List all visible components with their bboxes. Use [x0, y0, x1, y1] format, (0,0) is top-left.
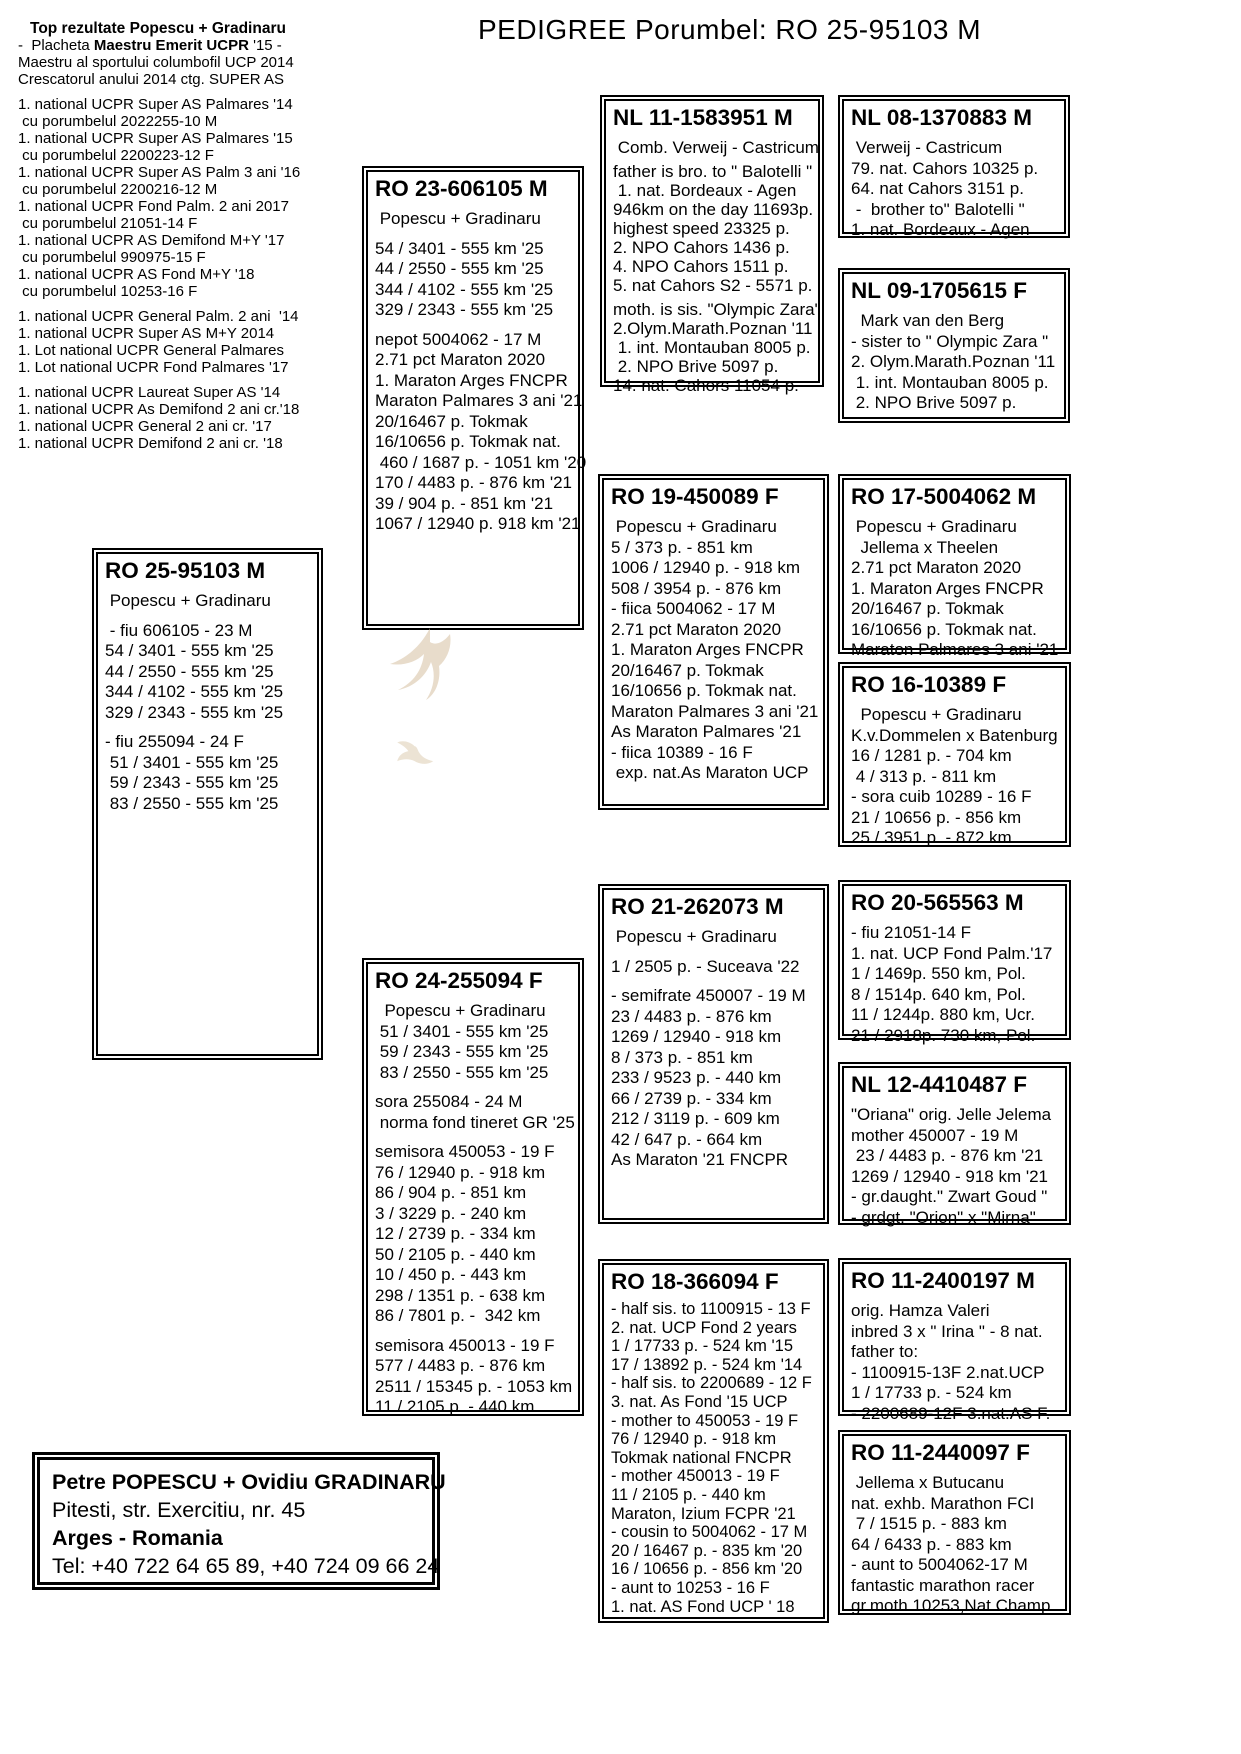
text-line: 1. national UCPR As Demifond 2 ani cr.'18: [18, 401, 300, 418]
pedigree-box-ro-16-10389-f: [838, 662, 1071, 847]
pedigree-box-ro-11-2440097-f: [838, 1430, 1071, 1615]
text-line: 1. Lot national UCPR General Palmares: [18, 342, 284, 359]
text-line: 1. national UCPR AS Fond M+Y '18: [18, 266, 255, 283]
text-line: - fiu 255094 - 24 F: [105, 732, 244, 751]
box-body: [368, 202, 587, 535]
text-line: - aunt to 5004062-17 M: [851, 1555, 1028, 1574]
text-line: 233 / 9523 p. - 440 km: [611, 1068, 782, 1087]
text-line: Popescu + Gradinaru: [611, 517, 777, 536]
text-line: 79. nat. Cahors 10325 p.: [851, 158, 1039, 178]
flying-dove-icon: [390, 628, 451, 700]
text-line: 1. national UCPR AS Demifond M+Y '17: [18, 232, 285, 249]
text-line: 7 / 1515 p. - 883 km: [851, 1514, 1007, 1533]
text-line: 1. national UCPR Fond Palm. 2 ani 2017: [18, 198, 289, 215]
box-body: [604, 920, 823, 1171]
text-line: - gr.daught." Zwart Goud ": [851, 1187, 1048, 1206]
text-line: nat. exhb. Marathon FCI: [851, 1493, 1035, 1513]
text-line: - fiica 5004062 - 17 M: [611, 599, 776, 618]
text-line: 83 / 2550 - 555 km '25: [105, 793, 279, 813]
breeder-contact-box: [32, 1452, 446, 1590]
text-line: fantastic marathon racer: [851, 1575, 1035, 1595]
text-line: - sora cuib 10289 - 16 F: [851, 787, 1032, 806]
text-line: Verweij - Castricum: [851, 138, 1003, 157]
text-line: 23 / 4483 p. - 876 km: [611, 1006, 772, 1026]
text-line: 2. Olym.Marath.Poznan '11: [851, 352, 1056, 371]
text-line: 16/10656 p. Tokmak nat.: [375, 432, 561, 451]
text-line: 21 / 10656 p. - 856 km: [851, 807, 1022, 827]
results-panel: [18, 20, 348, 452]
box-title: RO 23-606105 M: [375, 176, 548, 201]
text-line: 20 / 16467 p. - 835 km '20: [611, 1541, 803, 1560]
text-line: cu porumbelul 2200216-12 M: [18, 181, 218, 198]
text-line: 25 / 3951 p. - 872 km: [851, 828, 1012, 847]
text-line: highest speed 23325 p.: [613, 219, 790, 238]
text-line: 2.71 pct Maraton 2020: [851, 558, 1022, 577]
text-line: 44 / 2550 - 555 km '25: [375, 259, 544, 278]
text-line: As Maraton '21 FNCPR: [611, 1150, 789, 1169]
text-line: - mother 450013 - 19 F: [611, 1467, 780, 1486]
text-line: 298 / 1351 p. - 638 km: [375, 1285, 546, 1305]
text-line: [611, 977, 819, 986]
box-title: RO 21-262073 M: [611, 894, 784, 919]
text-line: 20/16467 p. Tokmak: [851, 599, 1004, 618]
text-line: Jellema x Theelen: [851, 537, 999, 557]
text-line: Popescu + Gradinaru: [851, 517, 1017, 536]
text-line: - aunt to 10253 - 16 F: [611, 1578, 770, 1597]
pedigree-box-ro-23-606105-m: [362, 166, 587, 630]
text-line: 329 / 2343 - 555 km '25: [375, 300, 554, 319]
text-line: 20/16467 p. Tokmak: [375, 411, 528, 431]
text-line: 11 / 2105 p. - 440 km: [611, 1485, 766, 1504]
text-line: 12 / 2739 p. - 334 km: [375, 1224, 536, 1243]
text-line: [18, 376, 348, 384]
text-line: 83 / 2550 - 555 km '25: [375, 1062, 549, 1082]
text-line: 5 / 373 p. - 851 km: [611, 537, 753, 557]
box-body: [368, 994, 578, 1418]
results-line3: Maestru al sportului columbofil UCP 2014: [18, 54, 294, 71]
pedigree-box-nl-09-1705615-f: [838, 268, 1070, 423]
box-body: [98, 584, 317, 814]
text-line: 54 / 3401 - 555 km '25: [375, 238, 544, 258]
text-line: 1. nat. Bordeaux - Agen: [613, 181, 797, 200]
results-subheading: [18, 37, 348, 54]
box-title: RO 18-366094 F: [611, 1269, 779, 1294]
text-line: - sister to " Olympic Zara ": [851, 331, 1049, 351]
box-body: [606, 131, 821, 395]
results-heading: Top rezultate Popescu + Gradinaru: [30, 20, 286, 37]
pedigree-box-nl-11-1583951-m: [600, 95, 824, 395]
page-title: PEDIGREE Porumbel: RO 25-95103 M: [478, 14, 982, 45]
text-line: - brother to" Balotelli ": [851, 199, 1025, 219]
text-line: Popescu + Gradinaru: [105, 591, 271, 610]
text-line: 76 / 12940 p. - 918 km: [611, 1430, 777, 1449]
text-line: 16/10656 p. Tokmak nat.: [851, 619, 1037, 639]
text-line: [375, 1133, 574, 1142]
text-line: "Oriana" orig. Jelle Jelema: [851, 1105, 1052, 1124]
text-line: - fiu 606105 - 23 M: [105, 620, 253, 640]
text-line: 51 / 3401 - 555 km '25: [105, 752, 279, 772]
text-line: 44 / 2550 - 555 km '25: [105, 661, 274, 681]
text-line: - fiu 21051-14 F: [851, 923, 972, 942]
text-line: 2. NPO Cahors 1436 p.: [613, 238, 790, 257]
box-title: RO 25-95103 M: [105, 558, 266, 583]
text-line: 1. national UCPR General 2 ani cr. '17: [18, 418, 272, 435]
text-line: orig. Hamza Valeri: [851, 1301, 990, 1320]
text-line: cu porumbelul 990975-15 F: [18, 249, 206, 266]
breeder-name: Petre POPESCU + Ovidiu GRADINARU: [52, 1470, 446, 1494]
pedigree-box-ro-21-262073-m: [598, 884, 829, 1224]
text-line: 1. Lot national UCPR Fond Palmares '17: [18, 359, 289, 376]
box-body: [844, 1466, 1065, 1617]
text-line: 23 / 4483 p. - 876 km '21: [851, 1146, 1044, 1165]
text-line: 1. Maraton Arges FNCPR: [611, 640, 804, 659]
text-line: 1006 / 12940 p. - 918 km: [611, 558, 801, 577]
box-body: [844, 510, 1065, 661]
text-line: 17 / 13892 p. - 524 km '14: [611, 1355, 803, 1374]
text-line: cu porumbelul 21051-14 F: [18, 215, 198, 232]
breeder-phone: Tel: +40 722 64 65 89, +40 724 09 66 24: [52, 1554, 440, 1578]
text-line: 3. nat. As Fond '15 UCP: [611, 1392, 788, 1411]
text-line: 2. NPO Brive 5097 p.: [851, 393, 1017, 412]
text-line: 66 / 2739 p. - 334 km: [611, 1088, 772, 1108]
box-body: [844, 131, 1064, 241]
breeder-address: Pitesti, str. Exercitiu, nr. 45: [52, 1498, 306, 1522]
breeder-region: Arges - Romania: [52, 1526, 223, 1550]
text-line: - mother to 450053 - 19 F: [611, 1411, 799, 1430]
text-line: 11 / 1244p. 880 km, Ucr.: [851, 1005, 1035, 1024]
box-body: [604, 1295, 823, 1616]
text-line: norma fond tineret GR '25: [375, 1112, 575, 1132]
box-title: RO 24-255094 F: [375, 968, 543, 993]
text-line: 946km on the day 11693p.: [613, 200, 814, 219]
box-title: NL 08-1370883 M: [851, 105, 1032, 130]
text-line: - half sis. to 1100915 - 13 F: [611, 1300, 811, 1318]
pedigree-box-ro-19-450089-f: [598, 474, 829, 810]
text-line: [105, 723, 313, 732]
pedigree-box-nl-08-1370883-m: [838, 95, 1070, 238]
box-title: NL 11-1583951 M: [613, 105, 793, 130]
text-line: [18, 300, 348, 308]
text-line: 460 / 1687 p. - 1051 km '20: [375, 452, 587, 472]
text-line: 1269 / 12940 - 918 km: [611, 1027, 782, 1046]
box-body: [844, 698, 1065, 849]
text-line: Maraton Palmares 3 ani '21: [851, 640, 1059, 659]
results-subheading-pre: - Placheta: [18, 37, 94, 54]
text-line: 8 / 1514p. 640 km, Pol.: [851, 984, 1026, 1004]
text-line: 16/10656 p. Tokmak nat.: [611, 681, 797, 700]
pedigree-box-ro-25-95103-m: [92, 548, 323, 1060]
text-line: - semifrate 450007 - 19 M: [611, 986, 806, 1005]
text-line: 16 / 10656 p. - 856 km '20: [611, 1560, 803, 1579]
text-line: - half sis. to 2200689 - 12 F: [611, 1374, 812, 1393]
text-line: [375, 230, 574, 239]
text-line: 21 / 2918p. 730 km, Pol.: [851, 1025, 1036, 1045]
results-list: [18, 96, 348, 452]
text-line: K.v.Dommelen x Batenburg: [851, 725, 1058, 745]
text-line: 86 / 904 p. - 851 km: [375, 1183, 527, 1202]
box-title: NL 12-4410487 F: [851, 1072, 1027, 1097]
box-body: [844, 1294, 1065, 1424]
text-line: semisora 450013 - 19 F: [375, 1335, 555, 1355]
box-body: [604, 510, 823, 784]
text-line: 20/16467 p. Tokmak: [611, 660, 764, 680]
text-line: 1269 / 12940 - 918 km '21: [851, 1166, 1048, 1186]
text-line: 14. nat. Cahors 11054 p.: [613, 376, 799, 395]
text-line: Mark van den Berg: [851, 311, 1005, 330]
text-line: As Maraton Palmares '21: [611, 722, 802, 741]
text-line: 51 / 3401 - 555 km '25: [375, 1021, 549, 1041]
text-line: cu porumbelul 2200223-12 F: [18, 147, 214, 164]
box-title: RO 11-2400197 M: [851, 1268, 1035, 1293]
text-line: [611, 948, 819, 957]
text-line: 1. national UCPR Demifond 2 ani cr. '18: [18, 435, 283, 452]
text-line: 54 / 3401 - 555 km '25: [105, 641, 274, 660]
text-line: 50 / 2105 p. - 440 km: [375, 1244, 536, 1264]
text-line: 2511 / 15345 p. - 1053 km: [375, 1376, 573, 1396]
text-line: 64 / 6433 p. - 883 km: [851, 1534, 1012, 1554]
text-line: Popescu + Gradinaru: [375, 1001, 546, 1020]
box-title: RO 17-5004062 M: [851, 484, 1037, 509]
text-line: 344 / 4102 - 555 km '25: [375, 279, 554, 299]
text-line: 1. nat. AS Fond UCP ' 18: [611, 1597, 795, 1616]
small-dove-icon: [397, 741, 433, 764]
pedigree-box-ro-24-255094-f: [362, 958, 584, 1416]
text-line: 212 / 3119 p. - 609 km: [611, 1109, 780, 1128]
text-line: [375, 1083, 574, 1092]
text-line: Popescu + Gradinaru: [611, 927, 777, 946]
text-line: 1. Maraton Arges FNCPR: [375, 370, 568, 390]
text-line: mother 450007 - 19 M: [851, 1125, 1019, 1145]
text-line: inbred 3 x " Irina " - 8 nat.: [851, 1321, 1043, 1341]
text-line: 1 / 2505 p. - Suceava '22: [611, 956, 800, 976]
text-line: 2. NPO Brive 5097 p.: [613, 357, 779, 376]
text-line: - fiica 10389 - 16 F: [611, 742, 753, 762]
box-body: [844, 916, 1065, 1046]
text-line: 76 / 12940 p. - 918 km: [375, 1162, 546, 1182]
text-line: 1. national UCPR Super AS Palmares '15: [18, 130, 293, 147]
text-line: 1. national UCPR Super AS Palmares '14: [18, 96, 293, 113]
text-line: Jellema x Butucanu: [851, 1473, 1005, 1492]
text-line: Maraton Palmares 3 ani '21: [611, 701, 819, 721]
text-line: 86 / 7801 p. - 342 km: [375, 1306, 541, 1325]
text-line: [375, 321, 574, 330]
text-line: 1. nat. Bordeaux - Agen: [851, 220, 1030, 239]
pedigree-box-nl-12-4410487-f: [838, 1062, 1071, 1225]
text-line: Maraton, Izium FCPR '21: [611, 1504, 796, 1523]
pedigree-box-ro-11-2400197-m: [838, 1258, 1071, 1423]
text-line: 1. int. Montauban 8005 p.: [613, 338, 811, 357]
text-line: 2.71 pct Maraton 2020: [375, 350, 546, 369]
text-line: father to:: [851, 1342, 919, 1361]
text-line: 11 / 2105 p. - 440 km: [375, 1397, 535, 1416]
text-line: 170 / 4483 p. - 876 km '21: [375, 473, 572, 492]
text-line: 1. national UCPR Super AS M+Y 2014: [18, 325, 275, 342]
text-line: Comb. Verweij - Castricum: [613, 138, 819, 157]
text-line: semisora 450053 - 19 F: [375, 1142, 555, 1161]
text-line: 1 / 17733 p. - 524 km: [851, 1383, 1012, 1402]
pedigree-box-ro-20-565563-m: [838, 880, 1071, 1045]
text-line: 577 / 4483 p. - 876 km: [375, 1356, 546, 1375]
text-line: 329 / 2343 - 555 km '25: [105, 702, 284, 722]
text-line: moth. is sis. "Olympic Zara": [613, 300, 821, 319]
text-line: 2.Olym.Marath.Poznan '11: [613, 319, 813, 338]
text-line: 8 / 373 p. - 851 km: [611, 1047, 753, 1067]
text-line: 39 / 904 p. - 851 km '21: [375, 493, 554, 513]
text-line: cu porumbelul 10253-16 F: [18, 283, 198, 300]
text-line: 5. nat Cahors S2 - 5571 p.: [613, 276, 813, 295]
text-line: father is bro. to " Balotelli ": [613, 162, 813, 181]
text-line: 1 / 17733 p. - 524 km '15: [611, 1337, 794, 1356]
pedigree-box-ro-17-5004062-m: [838, 474, 1071, 659]
box-title: RO 11-2440097 F: [851, 1440, 1030, 1465]
text-line: 2.71 pct Maraton 2020: [611, 619, 782, 639]
text-line: exp. nat.As Maraton UCP: [611, 763, 809, 782]
text-line: 16 / 1281 p. - 704 km: [851, 746, 1012, 765]
text-line: Popescu + Gradinaru: [851, 705, 1022, 724]
text-line: Popescu + Gradinaru: [375, 209, 541, 228]
text-line: - 1100915-13F 2.nat.UCP: [851, 1362, 1045, 1382]
text-line: sora 255084 - 24 M: [375, 1092, 523, 1111]
text-line: cu porumbelul 2022255-10 M: [18, 113, 218, 130]
text-line: 508 / 3954 p. - 876 km: [611, 578, 782, 598]
pedigree-box-ro-18-366094-f: [598, 1259, 829, 1623]
text-line: 10 / 450 p. - 443 km: [375, 1265, 527, 1284]
text-line: 3 / 3229 p. - 240 km: [375, 1203, 527, 1223]
results-subheading-bold: Maestru Emerit UCPR: [93, 37, 249, 54]
box-body: [844, 304, 1064, 414]
text-line: 1 / 1469p. 550 km, Pol.: [851, 964, 1026, 983]
dove-photo: [368, 622, 478, 802]
text-line: 2. nat. UCP Fond 2 years: [611, 1318, 797, 1337]
text-line: Maraton Palmares 3 ani '21: [375, 391, 583, 410]
text-line: [375, 1327, 574, 1336]
box-title: NL 09-1705615 F: [851, 278, 1027, 303]
text-line: 4. NPO Cahors 1511 p.: [613, 257, 789, 276]
text-line: 1067 / 12940 p. 918 km '21: [375, 514, 581, 533]
text-line: 344 / 4102 - 555 km '25: [105, 682, 284, 701]
text-line: 1. national UCPR Laureat Super AS '14: [18, 384, 281, 401]
results-subheading-post: '15 -: [248, 37, 282, 54]
text-line: 59 / 2343 - 555 km '25: [375, 1042, 549, 1061]
results-line4: Crescatorul anului 2014 ctg. SUPER AS: [18, 71, 284, 88]
text-line: 59 / 2343 - 555 km '25: [105, 773, 279, 792]
text-line: 1. national UCPR Super AS Palm 3 ani '16: [18, 164, 301, 181]
text-line: 1. Maraton Arges FNCPR: [851, 578, 1044, 598]
text-line: - 2200689-12F 3.nat.AS F.: [851, 1403, 1051, 1423]
box-title: RO 19-450089 F: [611, 484, 779, 509]
box-body: [844, 1098, 1065, 1228]
text-line: gr.moth.10253,Nat.Champ.: [851, 1596, 1056, 1615]
box-title: RO 16-10389 F: [851, 672, 1007, 697]
text-line: 1. national UCPR General Palm. 2 ani '14: [18, 308, 299, 325]
text-line: nepot 5004062 - 17 M: [375, 329, 542, 349]
box-title: RO 20-565563 M: [851, 890, 1024, 915]
text-line: 4 / 313 p. - 811 km: [851, 766, 997, 786]
text-line: 42 / 647 p. - 664 km: [611, 1129, 763, 1149]
text-line: 1. nat. UCP Fond Palm.'17: [851, 943, 1053, 963]
text-line: 1. int. Montauban 8005 p.: [851, 372, 1049, 392]
text-line: - cousin to 5004062 - 17 M: [611, 1523, 808, 1542]
text-line: Tokmak national FNCPR: [611, 1448, 792, 1467]
text-line: [105, 612, 313, 621]
text-line: - grdgt. "Orion" x "Mirna": [851, 1207, 1036, 1227]
text-line: 64. nat Cahors 3151 p.: [851, 179, 1024, 198]
